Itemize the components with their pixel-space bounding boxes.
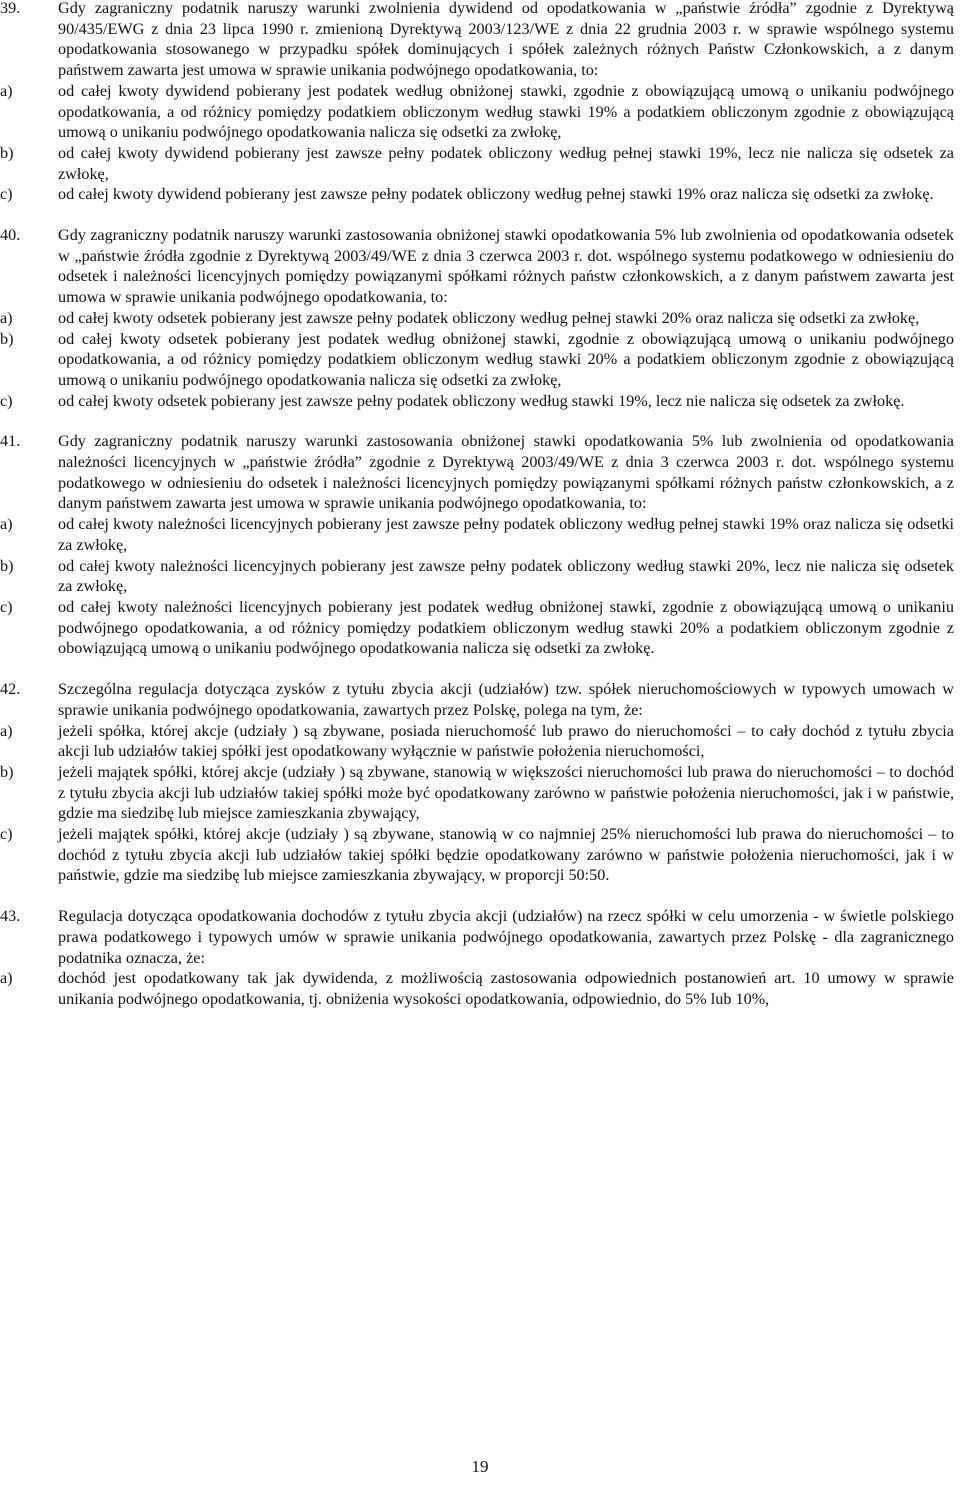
question-39 <box>0 0 960 205</box>
question-number: 39. <box>0 0 21 17</box>
question-stem <box>0 0 954 81</box>
option-text: od całej kwoty dywidend pobierany jest zawsze pełny podatek obliczony według pełnej stawki 19%, lecz nie nalicza się odsetek za zwłokę, <box>58 143 954 183</box>
option-label: a) <box>0 308 13 327</box>
option-label: a) <box>0 721 13 740</box>
question-stem <box>0 431 954 514</box>
question-text: Gdy zagraniczny podatnik naruszy warunki zastosowania obniżonej stawki opodatkowania 5% lub zwolnienia od opodatkowania należności licencyjnych w „państwie źródła” zgodnie z Dyrektywą 2003/49/WE z dnia 3 czerwca 2003 r. dot. wspólnego systemu podatkowego w odniesieniu do odsetek i należności licencyjnych pomiędzy powiązanymi spółkami różnych państw członkowskich, a z danym państwem zawarta jest umowa w sprawie unikania podwójnego opodatkowania, to: <box>58 432 954 513</box>
option-label: c) <box>0 185 13 204</box>
question-40 <box>0 225 960 411</box>
option-text: od całej kwoty dywidend pobierany jest zawsze pełny podatek obliczony według pełnej stawki 19% oraz nalicza się odsetki za zwłokę. <box>58 185 934 204</box>
answer-option-a <box>0 308 954 329</box>
option-label: c) <box>0 825 13 844</box>
answer-option-b <box>0 329 954 391</box>
option-label: a) <box>0 515 13 534</box>
option-text: od całej kwoty należności licencyjnych pobierany jest zawsze pełny podatek obliczony według stawki 20%, lecz nie nalicza się odsetek za zwłokę, <box>58 556 954 596</box>
option-text: jeżeli spółka, której akcje (udziały ) są zbywane, posiada nieruchomość lub prawo do nieruchomości – to cały dochód z tytułu zbycia akcji lub udziałów takiej spółki jest opodatkowany wyłącznie w państwie położenia nieruchomości, <box>58 721 954 761</box>
option-label: c) <box>0 597 13 616</box>
answer-option-a <box>0 968 954 1009</box>
question-stem <box>0 679 954 720</box>
answer-option-c <box>0 391 954 412</box>
question-43 <box>0 906 960 1010</box>
question-stem <box>0 906 954 968</box>
option-text: od całej kwoty odsetek pobierany jest zawsze pełny podatek obliczony według pełnej stawki 20% oraz nalicza się odsetki za zwłokę, <box>58 308 920 327</box>
option-text: jeżeli majątek spółki, której akcje (udziały ) są zbywane, stanowią w co najmniej 25% nieruchomości lub prawa do nieruchomości – to dochód z tytułu zbycia akcji lub udziałów takiej spółki będzie opodatkowany zarówno w państwie położenia nieruchomości, jak i w państwie, gdzie ma siedzibę lub miejsce zamieszkania zbywający, w proporcji 50:50. <box>58 825 954 885</box>
option-text: od całej kwoty odsetek pobierany jest podatek według obniżonej stawki, zgodnie z obowiązującą umową o unikaniu podwójnego opodatkowania, a od różnicy pomiędzy podatkiem obliczonym według stawki 20% a podatkiem obliczonym zgodnie z obowiązującą umową o unikaniu podwójnego opodatkowania nalicza się odsetki za zwłokę, <box>58 329 954 389</box>
option-text: dochód jest opodatkowany tak jak dywidenda, z możliwością zastosowania odpowiednich postanowień art. 10 umowy w sprawie unikania podwójnego opodatkowania, tj. obniżenia wysokości opodatkowania, odpowiednio, do 5% lub 10%, <box>58 969 954 1008</box>
option-text: jeżeli majątek spółki, której akcje (udziały ) są zbywane, stanowią w większości nieruchomości lub prawa do nieruchomości – to dochód z tytułu zbycia akcji lub udziałów takiej spółki może być opodatkowany zarówno w państwie położenia nieruchomości, jak i w państwie, gdzie ma siedzibę lub miejsce zamieszkania zbywający, <box>58 762 954 823</box>
option-label: a) <box>0 81 13 100</box>
answer-option-b <box>0 143 954 184</box>
question-text: Szczególna regulacja dotycząca zysków z tytułu zbycia akcji (udziałów) tzw. spółek nieruchomościowych w typowych umowach w sprawie unikania podwójnego opodatkowania, zawartych przez Polskę, polega na tym, że: <box>58 680 954 719</box>
answer-option-a <box>0 514 954 555</box>
option-label: b) <box>0 556 14 575</box>
answer-option-c <box>0 184 954 205</box>
answer-option-b <box>0 556 954 597</box>
option-text: od całej kwoty dywidend pobierany jest podatek według obniżonej stawki, zgodnie z obowiązującą umową o unikaniu podwójnego opodatkowania, a od różnicy pomiędzy podatkiem obliczonym według stawki 19% a podatkiem obliczonym zgodnie z obowiązującą umową o unikaniu podwójnego opodatkowania nalicza się odsetki za zwłokę, <box>58 81 954 142</box>
question-text: Gdy zagraniczny podatnik naruszy warunki zwolnienia dywidend od opodatkowania w „państwie źródła” zgodnie z Dyrektywą 90/435/EWG z dnia 23 lipca 1990 r. zmienioną Dyrektywą 2003/123/WE z dnia 22 grudnia 2003 r. w sprawie wspólnego systemu opodatkowania stosowanego w przypadku spółek dominujących i spółek zależnych różnych Państw Członkowskich, a z danym państwem zawarta jest umowa w sprawie unikania podwójnego opodatkowania, to: <box>58 0 954 80</box>
question-text: Gdy zagraniczny podatnik naruszy warunki zastosowania obniżonej stawki opodatkowania 5% lub zwolnienia od opodatkowania odsetek w „państwie źródła zgodnie z Dyrektywą 2003/49/WE z dnia 3 czerwca 2003 r. dot. wspólnego systemu podatkowego w odniesieniu do odsetek i należności licencyjnych pomiędzy powiązanymi spółkami różnych państw członkowskich, a z danym państwem zawarta jest umowa w sprawie unikania podwójnego opodatkowania, to: <box>58 226 954 307</box>
question-number: 42. <box>0 680 21 699</box>
question-41 <box>0 431 960 659</box>
option-text: od całej kwoty odsetek pobierany jest zawsze pełny podatek obliczony według stawki 19%, lecz nie nalicza się odsetek za zwłokę. <box>58 391 905 410</box>
option-label: b) <box>0 143 14 162</box>
answer-option-c <box>0 824 954 886</box>
answer-option-b <box>0 762 954 824</box>
question-number: 40. <box>0 226 21 245</box>
answer-option-a <box>0 81 954 143</box>
option-label: c) <box>0 391 13 410</box>
option-label: a) <box>0 969 13 988</box>
option-text: od całej kwoty należności licencyjnych pobierany jest podatek według obniżonej stawki, zgodnie z obowiązującą umową o unikaniu podwójnego opodatkowania, a od różnicy pomiędzy podatkiem obliczonym według stawki 20% a podatkiem obliczonym zgodnie z obowiązującą umową o unikaniu podwójnego opodatkowania nalicza się odsetki za zwłokę. <box>58 597 954 658</box>
answer-option-c <box>0 597 954 659</box>
option-label: b) <box>0 762 14 781</box>
option-label: b) <box>0 329 14 348</box>
question-text: Regulacja dotycząca opodatkowania dochodów z tytułu zbycia akcji (udziałów) na rzecz spółki w celu umorzenia - w świetle polskiego prawa podatkowego i typowych umów w sprawie unikania podwójnego opodatkowania, zawartych przez Polskę - dla zagranicznego podatnika oznacza, że: <box>58 907 954 967</box>
question-stem <box>0 225 954 308</box>
question-number: 41. <box>0 432 21 451</box>
answer-option-a <box>0 721 954 762</box>
option-text: od całej kwoty należności licencyjnych pobierany jest zawsze pełny podatek obliczony według pełnej stawki 19% oraz nalicza się odsetki za zwłokę, <box>58 515 954 554</box>
question-number: 43. <box>0 907 21 926</box>
question-42 <box>0 679 960 886</box>
page-number: 19 <box>471 1457 489 1476</box>
